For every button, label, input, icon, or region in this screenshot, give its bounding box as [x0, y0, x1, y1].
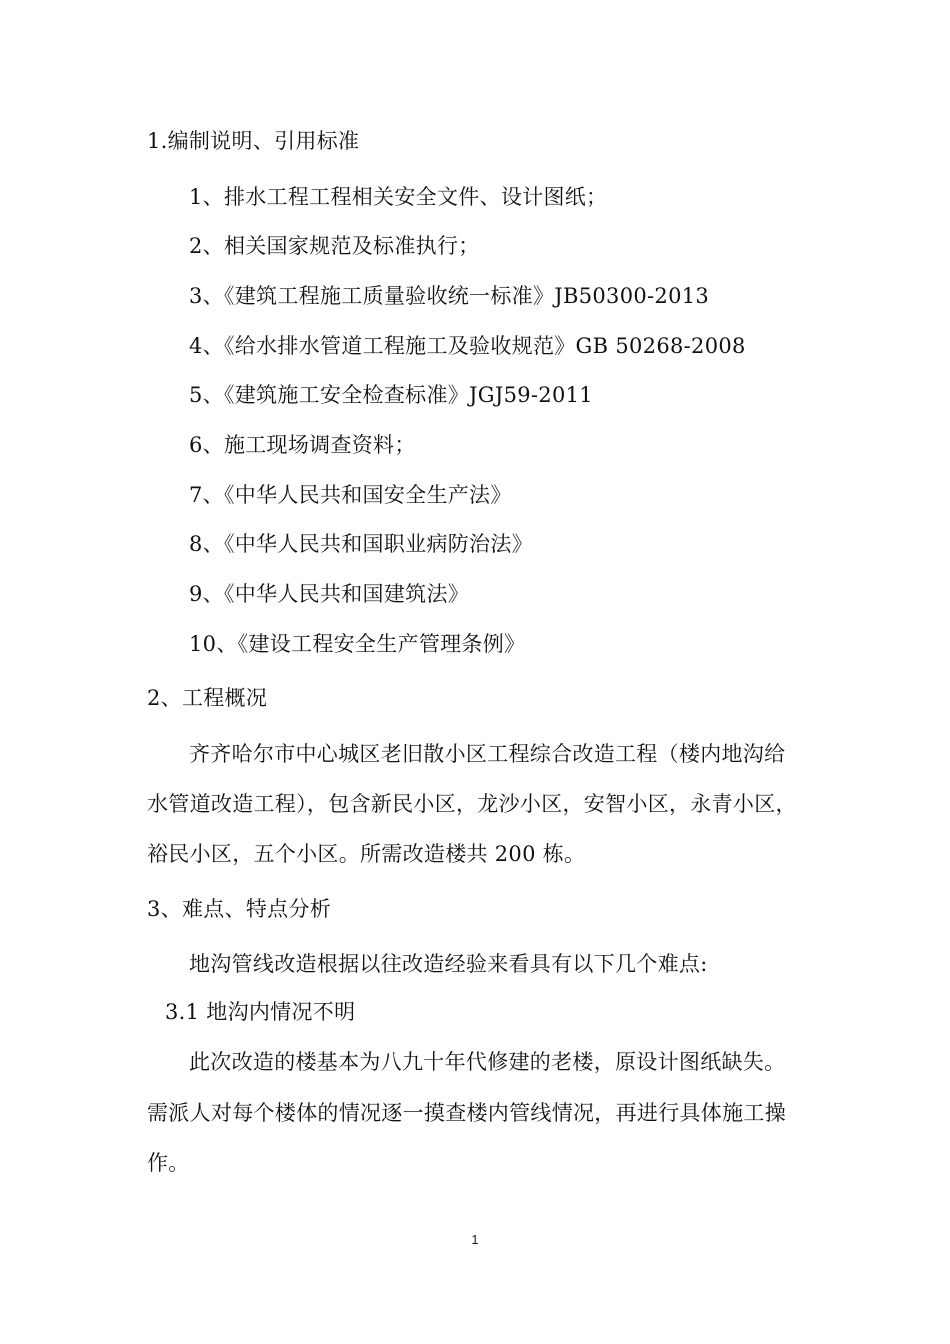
reference-item-6: 6、施工现场调查资料； [189, 433, 416, 457]
reference-item-7: 7、《中华人民共和国安全生产法》 [189, 483, 512, 507]
reference-item-5: 5、《建筑施工安全检查标准》JGJ59-2011 [189, 383, 593, 407]
project-overview-line-2: 水管道改造工程），包含新民小区，龙沙小区，安智小区，永青小区， [147, 792, 797, 816]
project-overview-line-1: 齐齐哈尔市中心城区老旧散小区工程综合改造工程（楼内地沟给 [189, 742, 786, 766]
difficulty-intro: 地沟管线改造根据以往改造经验来看具有以下几个难点: [189, 952, 708, 976]
subsection-3-1-heading: 3.1 地沟内情况不明 [165, 1000, 356, 1024]
page-number: 1 [471, 1232, 479, 1247]
section-1-heading: 1.编制说明、引用标准 [147, 129, 360, 153]
subsection-3-1-line-1: 此次改造的楼基本为八九十年代修建的老楼，原设计图纸缺失。 [189, 1050, 786, 1074]
reference-item-8: 8、《中华人民共和国职业病防治法》 [189, 532, 533, 556]
reference-item-10: 10、《建设工程安全生产管理条例》 [189, 632, 526, 656]
reference-item-3: 3、《建筑工程施工质量验收统一标准》JB50300-2013 [189, 284, 710, 308]
subsection-3-1-line-2: 需派人对每个楼体的情况逐一摸查楼内管线情况，再进行具体施工操 [147, 1101, 786, 1125]
project-overview-line-3: 裕民小区，五个小区。所需改造楼共 200 栋。 [147, 842, 586, 866]
subsection-3-1-line-3: 作。 [147, 1151, 190, 1175]
section-3-heading: 3、难点、特点分析 [147, 897, 332, 921]
reference-item-9: 9、《中华人民共和国建筑法》 [189, 582, 470, 606]
reference-item-1: 1、排水工程工程相关安全文件、设计图纸； [189, 185, 608, 209]
section-2-heading: 2、工程概况 [147, 686, 268, 710]
reference-item-2: 2、相关国家规范及标准执行； [189, 234, 480, 258]
reference-item-4: 4、《给水排水管道工程施工及验收规范》GB 50268-2008 [189, 334, 746, 358]
